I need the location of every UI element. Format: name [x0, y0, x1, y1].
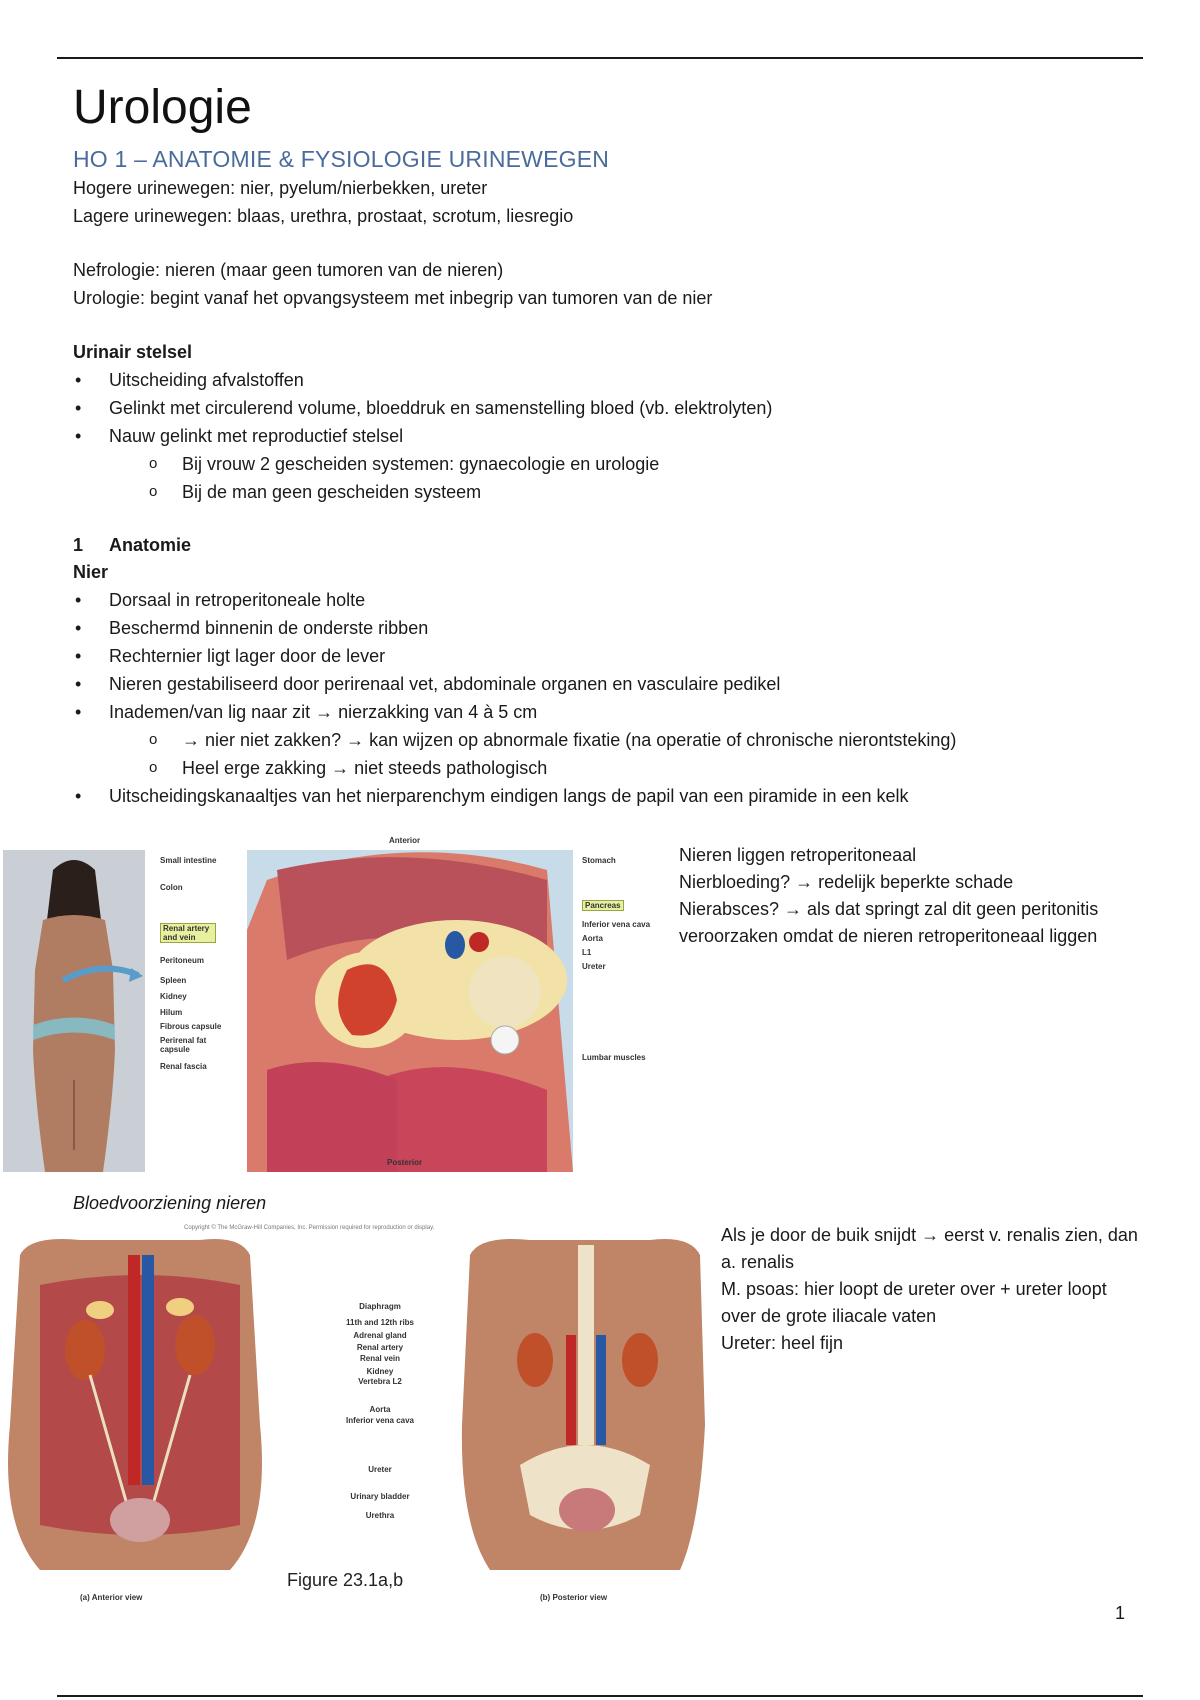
label: Adrenal gland [353, 1331, 407, 1340]
figure2-caption: Bloedvoorziening nieren [73, 1193, 267, 1213]
list-item: • Gelinkt met circulerend volume, bloeddruk en samenstelling bloed (vb. elektrolyten) [75, 398, 773, 418]
label: Ureter [368, 1465, 392, 1474]
cross-section-image [247, 850, 573, 1172]
label: Aorta [582, 934, 603, 943]
posterior-label: Posterior [387, 1158, 423, 1167]
label: Inferior vena cava [345, 1416, 415, 1425]
note-line: Nierabsces? → als dat springt zal dit geen peritonitis veroorzaken omdat de nieren retroperitoneaal liggen [679, 899, 1099, 946]
label: Small intestine [160, 856, 217, 865]
label: Spleen [160, 976, 187, 985]
sub-list-item: o Bij vrouw 2 gescheiden systemen: gynaecologie en urologie [149, 454, 660, 474]
list-item: • Uitscheidingskanaaltjes van het nierparenchym eindigen langs de papil van een piramide in een kelk [75, 786, 909, 806]
scope-line-2: Urologie: begint vanaf het opvangsysteem met inbegrip van tumoren van de nier [73, 288, 713, 308]
figure-number: Figure 23.1a,b [287, 1570, 404, 1590]
label: Kidney [366, 1367, 394, 1376]
list-item: • Rechternier ligt lager door de lever [75, 646, 386, 666]
intro-line-1: Hogere urinewegen: nier, pyelum/nierbekken, ureter [73, 178, 488, 198]
cross-section-illustration [247, 850, 573, 1172]
note-line: Als je door de buik snijdt → eerst v. renalis zien, dan a. renalis [721, 1225, 1138, 1272]
list-item: • Uitscheiding afvalstoffen [75, 370, 304, 390]
kidney-list [73, 586, 1133, 810]
anterior-label: Anterior [389, 836, 421, 845]
label: Colon [160, 883, 183, 892]
list-item: • Nauw gelinkt met reproductief stelsel o Bij vrouw 2 gescheiden systemen: gynaecologie en urologie o Bij de man geen gescheiden systeem [73, 422, 1133, 506]
document-title: Urologie [73, 81, 252, 134]
document-body [73, 78, 1133, 810]
label: Renal fascia [160, 1062, 207, 1071]
figure1-notes [679, 842, 1099, 950]
label: L1 [582, 948, 592, 957]
list-item: • Nieren gestabiliseerd door perirenaal vet, abdominale organen en vasculaire pedikel [75, 674, 781, 694]
list-item: • Inademen/van lig naar zit → nierzakking van 4 à 5 cm o → nier niet zakken? → kan wijzen op abnormale fixatie (na operatie of chronische nierontsteking) o Heel erge zakking → niet steeds pathologisch [73, 698, 1133, 782]
label: Lumbar muscles [582, 1053, 646, 1062]
label: Hilum [160, 1008, 183, 1017]
top-rule [57, 57, 1143, 59]
section-heading: HO 1 – ANATOMIE & FYSIOLOGIE URINEWEGEN [73, 146, 610, 172]
label: Fibrous capsule [160, 1022, 222, 1031]
label: Perirenal fat capsule [160, 1036, 207, 1054]
note-line: M. psoas: hier loopt de ureter over + ureter loopt over de grote iliacale vaten [721, 1279, 1107, 1326]
label: Inferior vena cava [582, 920, 651, 929]
sub-list [73, 450, 1133, 506]
scope-line-1: Nefrologie: nieren (maar geen tumoren van de nieren) [73, 260, 504, 280]
label: Urethra [365, 1511, 395, 1520]
sub-list-item: o Bij de man geen gescheiden systeem [149, 482, 482, 502]
blood-supply-illustration [0, 1225, 705, 1605]
figure2-notes [721, 1222, 1141, 1357]
kidney-cross-section-figure [0, 836, 665, 1176]
urinary-system-list [73, 366, 1133, 506]
label: Diaphragm [359, 1302, 401, 1311]
note-line: Nierbloeding? → redelijk beperkte schade [679, 872, 1014, 892]
page-number: 1 [1115, 1603, 1126, 1623]
urinary-system-heading: Urinair stelsel [73, 342, 193, 362]
note-line: Nieren liggen retroperitoneaal [679, 845, 917, 865]
list-item: • Dorsaal in retroperitoneale holte [75, 590, 366, 610]
label: Aorta [369, 1405, 391, 1414]
sub-list-item: o Heel erge zakking → niet steeds pathologisch [149, 758, 548, 778]
label: 11th and 12th ribs [345, 1318, 415, 1327]
list-item: • Beschermd binnenin de onderste ribben [75, 618, 429, 638]
label: Kidney [160, 992, 187, 1001]
label: Ureter [582, 962, 606, 971]
bottom-rule [57, 1695, 1143, 1697]
label: Stomach [582, 856, 616, 865]
sub-list [73, 726, 1133, 782]
anterior-view-label: (a) Anterior view [80, 1593, 143, 1602]
back-view-illustration [3, 850, 145, 1172]
label: Pancreas [582, 900, 624, 911]
chapter-heading: 1 Anatomie [73, 535, 192, 555]
label: Renal artery and vein [160, 923, 216, 943]
intro-line-2: Lagere urinewegen: blaas, urethra, prostaat, scrotum, liesregio [73, 206, 574, 226]
label: Renal vein [359, 1354, 400, 1363]
note-line: Ureter: heel fijn [721, 1333, 844, 1353]
label: Vertebra L2 [358, 1377, 402, 1386]
sub-list-item: o → nier niet zakken? → kan wijzen op abnormale fixatie (na operatie of chronische nierontsteking) [149, 730, 957, 750]
kidney-heading: Nier [73, 562, 109, 582]
label: Urinary bladder [350, 1492, 410, 1501]
label: Peritoneum [160, 956, 205, 965]
posterior-view-label: (b) Posterior view [540, 1593, 608, 1602]
blood-supply-figure [0, 1225, 705, 1605]
copyright-notice: Copyright © The McGraw-Hill Companies, Inc. Permission required for reproduction or display. [184, 1225, 435, 1231]
label: Renal artery [356, 1343, 404, 1352]
back-view-photo [3, 850, 145, 1172]
